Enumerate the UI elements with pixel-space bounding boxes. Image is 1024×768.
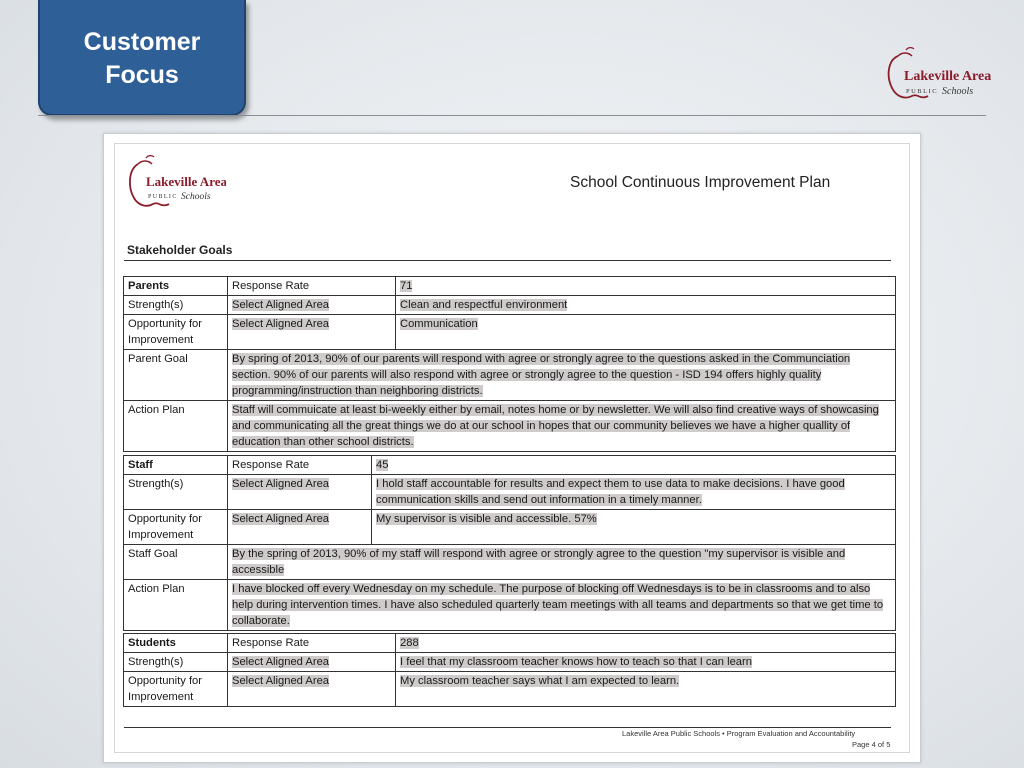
- apple-icon: [126, 152, 226, 212]
- parents-strength-area-dropdown[interactable]: Select Aligned Area: [232, 299, 330, 311]
- parents-goal-value[interactable]: By spring of 2013, 90% of our parents will respond with agree or strongly agree to the questions asked in the Communciation section. 90% of our parents will also respond with agree or strongly agree to the question - ISD 194 offers highly quality programming/instruction than neighboring districts.: [232, 353, 851, 397]
- parents-response-value[interactable]: 71: [400, 280, 413, 292]
- parents-opportunity-value[interactable]: Communication: [400, 318, 478, 330]
- staff-opportunity-area-dropdown[interactable]: Select Aligned Area: [232, 513, 330, 525]
- staff-strength-area-dropdown[interactable]: Select Aligned Area: [232, 478, 330, 490]
- section-title: Stakeholder Goals: [127, 243, 233, 257]
- table-row: [124, 401, 896, 452]
- table-row: [124, 296, 896, 315]
- footer-divider: [124, 727, 891, 728]
- students-opportunity-area-dropdown[interactable]: Select Aligned Area: [232, 675, 330, 687]
- slide-title-line2: Focus: [105, 61, 179, 89]
- parents-response-label: Response Rate: [228, 277, 396, 296]
- parents-table: [123, 276, 896, 452]
- doc-logo-word-schools: Schools: [181, 192, 211, 202]
- staff-goal-label: Staff Goal: [124, 545, 228, 580]
- slide-title: [38, 0, 246, 116]
- parents-head: Parents: [124, 277, 228, 296]
- staff-opportunity-value[interactable]: My supervisor is visible and accessible. 57%: [376, 513, 597, 525]
- students-strength-value[interactable]: I feel that my classroom teacher knows how to teach so that I can learn: [400, 656, 752, 668]
- doc-logo-word-public: PUBLIC: [148, 194, 178, 200]
- students-opportunity-label: Opportunity for Improvement: [124, 672, 228, 707]
- parents-action-value[interactable]: Staff will commuicate at least bi-weekly either by email, notes home or by newsletter. We will also find creative ways of showcasing and communicating all the great things we do at our school in hopes that our community believes we have a higher quallity of education than other school districts.: [232, 404, 879, 448]
- section-divider: [124, 260, 891, 261]
- document-title: School Continuous Improvement Plan: [570, 174, 831, 191]
- staff-opportunity-label: Opportunity for Improvement: [124, 510, 228, 545]
- document-logo: [126, 152, 226, 212]
- students-response-label: Response Rate: [228, 634, 396, 653]
- parents-goal-label: Parent Goal: [124, 350, 228, 401]
- staff-table: [123, 455, 896, 631]
- logo-word-public: PUBLIC: [906, 88, 939, 95]
- students-strength-label: Strength(s): [124, 653, 228, 672]
- header-divider: [38, 115, 986, 116]
- staff-action-label: Action Plan: [124, 580, 228, 631]
- apple-icon: [884, 46, 992, 104]
- parents-opportunity-label: Opportunity for Improvement: [124, 315, 228, 350]
- staff-strength-value[interactable]: I hold staff accountable for results and expect them to use data to make decisions. I have good communication skills and send out information in a timely manner.: [376, 478, 845, 506]
- parents-opportunity-area-dropdown[interactable]: Select Aligned Area: [232, 318, 330, 330]
- parents-strength-value[interactable]: Clean and respectful environment: [400, 299, 568, 311]
- table-row: [124, 580, 896, 631]
- table-row: [124, 315, 896, 350]
- staff-goal-value[interactable]: By the spring of 2013, 90% of my staff will respond with agree or strongly agree to the question "my supervisor is visible and accessible: [232, 548, 846, 576]
- table-row: [124, 350, 896, 401]
- table-row: [124, 653, 896, 672]
- table-row: [124, 672, 896, 707]
- footer-page-number: Page 4 of 5: [852, 740, 891, 749]
- staff-action-value[interactable]: I have blocked off every Wednesday on my schedule. The purpose of blocking off Wednesdays is to be in classrooms and to also help during intervention times. I have also scheduled quarterly team meetings with all teams and departments so that we get time to collaborate.: [232, 583, 884, 627]
- slide-title-line1: Customer: [83, 28, 201, 56]
- students-strength-area-dropdown[interactable]: Select Aligned Area: [232, 656, 330, 668]
- table-row: [124, 277, 896, 296]
- table-row: [124, 456, 896, 475]
- table-row: [124, 475, 896, 510]
- students-table: [123, 633, 896, 707]
- parents-action-label: Action Plan: [124, 401, 228, 452]
- staff-response-label: Response Rate: [228, 456, 372, 475]
- staff-strength-label: Strength(s): [124, 475, 228, 510]
- students-response-value[interactable]: 288: [400, 637, 419, 649]
- table-row: [124, 634, 896, 653]
- doc-logo-word-lakeville: Lakeville Area: [146, 174, 226, 189]
- logo-word-schools: Schools: [942, 86, 974, 97]
- table-row: [124, 545, 896, 580]
- students-opportunity-value[interactable]: My classroom teacher says what I am expected to learn.: [400, 675, 680, 687]
- logo-word-lakeville: Lakeville Area: [904, 69, 992, 84]
- footer-org: Lakeville Area Public Schools • Program Evaluation and Accountability: [622, 729, 856, 738]
- students-head: Students: [124, 634, 228, 653]
- staff-response-value[interactable]: 45: [376, 459, 389, 471]
- district-logo: [884, 46, 992, 104]
- table-row: [124, 510, 896, 545]
- parents-strength-label: Strength(s): [124, 296, 228, 315]
- staff-head: Staff: [124, 456, 228, 475]
